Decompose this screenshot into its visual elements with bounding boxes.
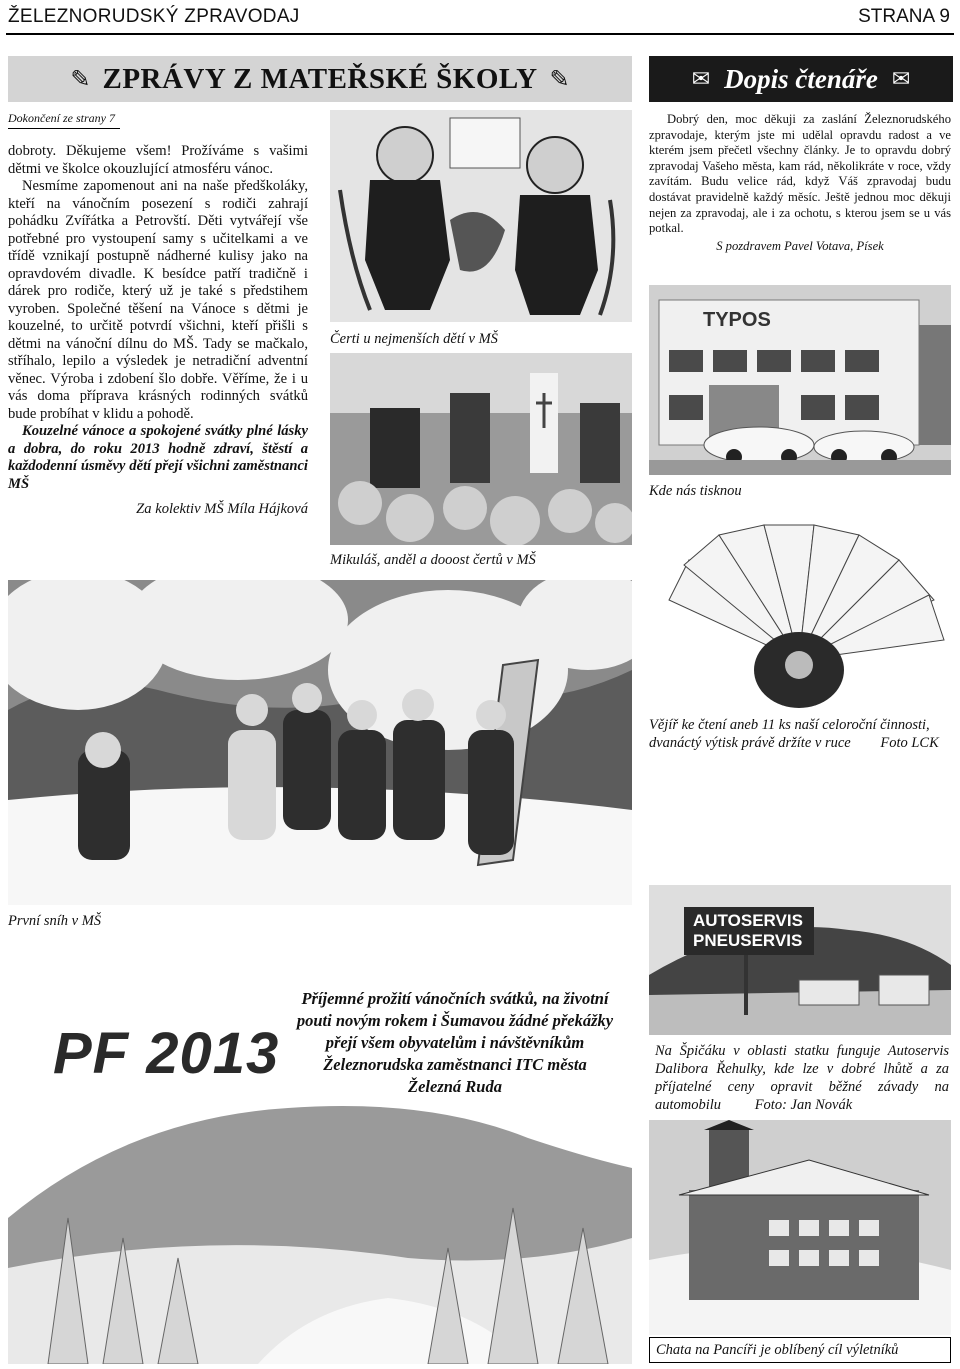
article-paragraph: Nesmíme zapomenout ani na naše předškoláky, kteří na vánočním posezení s rodiči zahrají pohádku Zvířátka a Petrovští. Děti vytvářejí vše potřebné pro vystoupení samy s učitelkami a ve třídě vznikají postupně nádherné kulisy jako na opravdovém divadle. K besídce patří tradičně i dárek pro rodiče, který už je také s předstihem vyroben. Společné těšení na Vánoce s dětmi je kouzelné, to určitě potvrdí všichni, kteří přišli s dětmi na vánoční dílnu do MŠ. Tady se mačkalo, stříhalo, lepilo a výsledek je netradiční adventní věnec. Výroba i zdobení šlo dobře. Věříme, že i u vás doma příprava krásných rodinných svátků bude probíhat v klidu a pohodě. (8, 178, 308, 422)
letter-title: Dopis čtenáře (724, 63, 878, 94)
masthead: ŽELEZNORUDSKÝ ZPRAVODAJ (8, 6, 300, 27)
pf-title: PF 2013 (53, 1021, 280, 1086)
devils-photo (330, 110, 632, 322)
autoservis-caption: Na Špičáku v oblasti statku funguje Autoservis Dalibora Řehulky, kde lze v dobré lhůtě a za příjatelné ceny opravit běžné závady na automobilu (655, 1043, 949, 1113)
pencil-icon: ✎ (549, 66, 570, 93)
continued-rule (8, 128, 120, 129)
autoservis-credit: Foto: Jan Novák (754, 1097, 853, 1113)
chata-caption: Chata na Pancíři je oblíbený cíl výletníků (656, 1342, 899, 1358)
fan-caption-block (649, 716, 951, 752)
envelope-icon: ✉ (891, 66, 911, 91)
article-wish: Kouzelné vánoce a spokojené svátky plné lásky a dobra, do roku 2013 hodně zdraví, štěstí a každodenní úsměvy dětí přejí všichni zaměstnanci MŠ (8, 423, 308, 492)
page-number: STRANA 9 (858, 6, 950, 27)
pencil-icon: ✎ (70, 66, 91, 93)
header-rule (6, 33, 954, 35)
kindergarten-title: ZPRÁVY Z MATEŘSKÉ ŠKOLY (102, 62, 538, 95)
printer-photo (649, 285, 951, 475)
letter-body (649, 112, 951, 254)
continued-note: Dokončení ze strany 7 (8, 111, 115, 125)
first-snow-photo (8, 580, 632, 905)
article-signature: Za kolektiv MŠ Míla Hájková (136, 501, 308, 517)
autoservis-caption-block (655, 1042, 949, 1114)
letter-closing: S pozdravem Pavel Votava, Písek (716, 238, 884, 253)
letter-text: Dobrý den, moc děkuji za zaslání Železnorudského zpravodaje, kterým jste mi udělal opravdu radost a ve kterém jsem přečetl všechny články. Je to opravdu dobrý zpravodaj Vašeho města, kam rád, několikráte v roce, vždy zavítám. Budu velice rád, když Váš zpravodaj budu dostávat pravidelně každý měsíc. Ještě jednou moc děkuji nejen za zpravodaj, ale i za ochotu, s kterou jsem se u vás potkal. (649, 112, 951, 236)
fan-caption: Vějíř ke čtení aneb 11 ks naší celoroční činnosti, dvanáctý výtisk právě držíte v ruce (649, 717, 930, 751)
first-snow-caption: První sníh v MŠ (8, 913, 102, 929)
envelope-icon: ✉ (691, 66, 711, 91)
letter-banner (649, 56, 953, 102)
pf-panel (8, 968, 632, 1364)
fan-photo (649, 520, 951, 710)
chata-caption-box (649, 1337, 951, 1363)
autoservis-sign-line-2: PNEUSERVIS (693, 931, 803, 950)
autoservis-sign-line-1: AUTOSERVIS (693, 911, 803, 930)
article-paragraph: dobroty. Děkujeme všem! Prožíváme s vašimi dětmi ve školce okouzlující atmosféru vánoc. (8, 143, 308, 177)
kindergarten-title-row (8, 56, 632, 102)
nicholas-caption: Mikuláš, anděl a dooost čertů v MŠ (330, 552, 536, 568)
chata-photo (649, 1120, 951, 1335)
nicholas-photo (330, 353, 632, 545)
article-body (8, 143, 308, 519)
autoservis-photo (649, 885, 951, 1035)
printer-caption: Kde nás tisknou (649, 483, 742, 499)
fan-credit: Foto LCK (880, 735, 939, 751)
pf-greeting: Příjemné prožití vánočních svátků, na životní pouti novým rokem i Šumavou žádné překážky přejí všem obyvatelům i návštěvníkům Železnorudska zaměstnanci ITC města Železná Ruda (296, 989, 614, 1096)
printer-sign: TYPOS (703, 309, 771, 331)
devils-caption: Čerti u nejmenších dětí v MŠ (330, 331, 498, 347)
